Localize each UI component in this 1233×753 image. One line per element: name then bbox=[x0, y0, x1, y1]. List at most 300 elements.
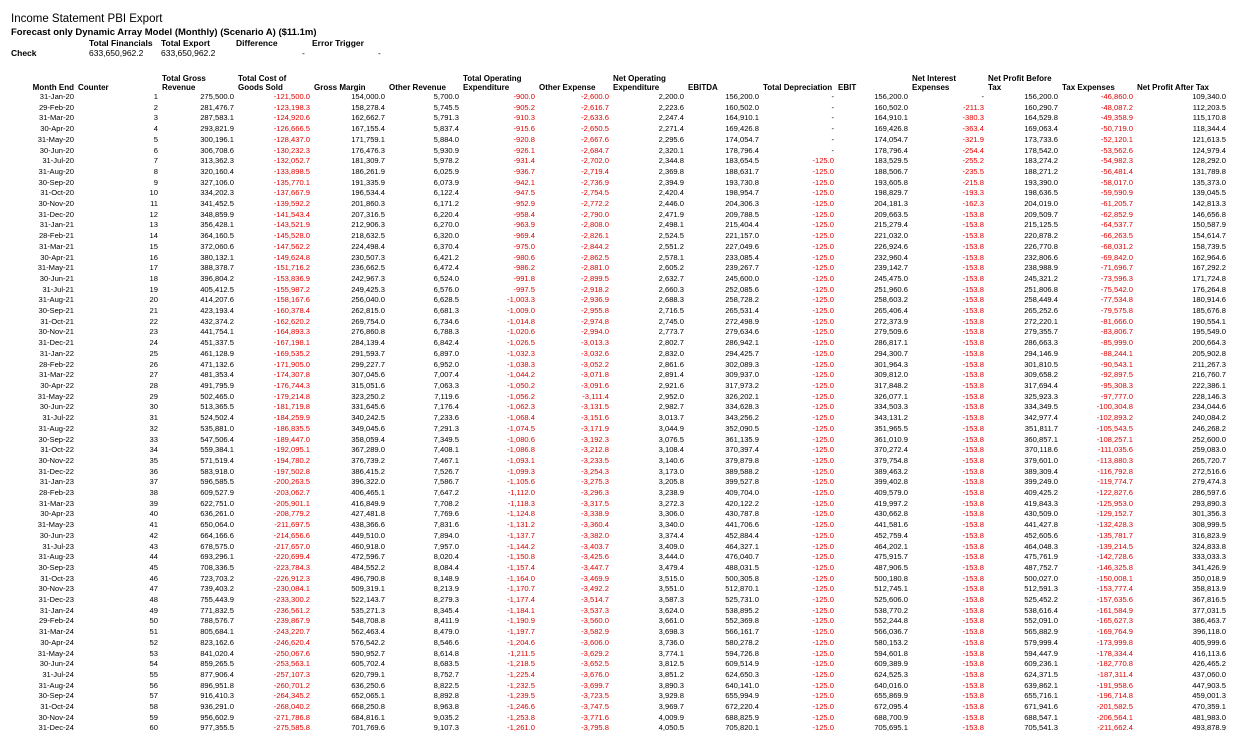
table-cell: 8,683.5 bbox=[433, 659, 459, 669]
table-cell: -125,953.0 bbox=[1096, 498, 1133, 508]
table-cell: 35 bbox=[149, 455, 158, 465]
table-cell: 334,503.3 bbox=[874, 402, 908, 412]
table-cell: 7,894.0 bbox=[433, 530, 459, 540]
table-cell: 31-Jan-20 bbox=[39, 92, 74, 101]
table-cell: 8,892.8 bbox=[433, 691, 459, 701]
table-cell: 2,861.6 bbox=[658, 359, 684, 369]
table-cell: -991.8 bbox=[513, 273, 535, 283]
table-cell: -1,157.4 bbox=[507, 562, 535, 572]
table-cell: -153.8 bbox=[962, 552, 984, 562]
page-title: Income Statement PBI Export bbox=[11, 13, 163, 25]
table-cell: 620,799.1 bbox=[351, 669, 385, 679]
table-cell: 39 bbox=[149, 498, 158, 508]
table-cell: 31-May-20 bbox=[37, 134, 74, 144]
table-cell: -187,311.4 bbox=[1097, 669, 1133, 679]
table-cell: 60 bbox=[149, 723, 158, 733]
table-cell: 459,001.3 bbox=[1192, 691, 1226, 701]
table-cell: -125.0 bbox=[812, 455, 834, 465]
table-cell: 841,020.4 bbox=[200, 648, 234, 658]
table-cell: -1,124.8 bbox=[507, 509, 535, 519]
table-cell: 399,402.8 bbox=[874, 477, 908, 487]
table-cell: 178,542.0 bbox=[1024, 145, 1058, 155]
table-cell: 57 bbox=[149, 691, 158, 701]
table-cell: -952.9 bbox=[513, 199, 535, 209]
table-cell: 936,291.0 bbox=[200, 702, 234, 712]
table-cell: -1,038.3 bbox=[507, 359, 535, 369]
table-cell: -125.0 bbox=[812, 605, 834, 615]
table-cell: 452,605.6 bbox=[1024, 530, 1058, 540]
table-cell: 294,425.7 bbox=[725, 348, 759, 358]
table-cell: 30-Apr-22 bbox=[40, 380, 74, 390]
table-cell: 3,551.0 bbox=[658, 584, 684, 594]
table-cell: 2,200.0 bbox=[658, 92, 684, 101]
table-cell: 423,193.4 bbox=[200, 306, 234, 316]
table-cell: -947.5 bbox=[513, 188, 535, 198]
table-cell: 2,632.7 bbox=[658, 273, 684, 283]
table-cell: 30-Sep-20 bbox=[38, 177, 74, 187]
table-cell: 317,848.2 bbox=[874, 380, 908, 390]
table-cell: 464,327.1 bbox=[725, 541, 759, 551]
table-cell: 664,166.6 bbox=[200, 530, 234, 540]
table-cell: 42 bbox=[149, 530, 158, 540]
table-row bbox=[6, 488, 1228, 499]
table-cell: 20 bbox=[149, 295, 158, 305]
table-cell: 2,688.3 bbox=[658, 295, 684, 305]
table-cell: 688,825.9 bbox=[725, 712, 759, 722]
table-cell: -64,537.7 bbox=[1100, 220, 1133, 230]
table-cell: 334,628.3 bbox=[725, 402, 759, 412]
table-cell: -153.8 bbox=[962, 263, 984, 273]
table-cell: -3,212.8 bbox=[581, 445, 609, 455]
table-cell: 309,937.0 bbox=[725, 370, 759, 380]
table-cell: 30-Nov-23 bbox=[38, 584, 74, 594]
table-cell: 19 bbox=[149, 284, 158, 294]
table-cell: 464,048.3 bbox=[1024, 541, 1058, 551]
table-cell: -931.4 bbox=[513, 156, 535, 166]
table-cell: -3,425.6 bbox=[581, 552, 609, 562]
table-cell: 215,279.4 bbox=[874, 220, 908, 230]
table-cell: 28-Feb-22 bbox=[38, 359, 74, 369]
table-cell: -151,716.2 bbox=[273, 263, 310, 273]
table-cell: 30-Jun-22 bbox=[39, 402, 74, 412]
table-cell: -2,702.0 bbox=[581, 156, 609, 166]
table-cell: 185,676.8 bbox=[1192, 306, 1226, 316]
table-cell: 193,730.8 bbox=[725, 177, 759, 187]
table-cell: 622,751.0 bbox=[200, 498, 234, 508]
table-cell: -194,780.2 bbox=[273, 455, 310, 465]
table-cell: 2,982.7 bbox=[658, 402, 684, 412]
table-row bbox=[6, 146, 1228, 157]
table-cell: 364,160.5 bbox=[200, 231, 234, 241]
table-cell: -85,999.0 bbox=[1100, 338, 1133, 348]
table-cell: 154,000.0 bbox=[351, 92, 385, 101]
table-cell: 259,083.0 bbox=[1192, 445, 1226, 455]
table-cell: 367,289.0 bbox=[351, 445, 385, 455]
table-cell: 3,374.4 bbox=[658, 530, 684, 540]
table-cell: -153.8 bbox=[962, 637, 984, 647]
table-cell: 7,291.3 bbox=[433, 423, 459, 433]
table-cell: 7,647.2 bbox=[433, 488, 459, 498]
table-cell: 360,857.1 bbox=[1024, 434, 1058, 444]
table-cell: -171,905.0 bbox=[273, 359, 310, 369]
table-cell: -235.5 bbox=[962, 166, 984, 176]
table-cell: -153.8 bbox=[962, 584, 984, 594]
table-cell: 331,645.6 bbox=[351, 402, 385, 412]
table-cell: 306,708.6 bbox=[200, 145, 234, 155]
table-cell: 488,031.5 bbox=[725, 562, 759, 572]
table-cell: -3,771.6 bbox=[581, 712, 609, 722]
table-cell: -191,958.6 bbox=[1096, 680, 1133, 690]
table-cell: -153.8 bbox=[962, 530, 984, 540]
table-cell: -125.0 bbox=[812, 209, 834, 219]
table-cell: 688,700.9 bbox=[874, 712, 908, 722]
table-cell: -139,592.2 bbox=[273, 199, 310, 209]
table-cell: 430,787.8 bbox=[725, 509, 759, 519]
table-cell: 200,664.3 bbox=[1192, 338, 1226, 348]
table-cell: 205,902.8 bbox=[1192, 348, 1226, 358]
table-cell: 538,616.4 bbox=[1024, 605, 1058, 615]
table-cell: 8 bbox=[153, 166, 158, 176]
table-row bbox=[6, 231, 1228, 242]
table-row bbox=[6, 649, 1228, 660]
table-cell: 859,265.5 bbox=[200, 659, 234, 669]
table-cell: 6,952.0 bbox=[433, 359, 459, 369]
table-cell: 405,412.5 bbox=[200, 284, 234, 294]
table-cell: -211,697.5 bbox=[274, 520, 310, 530]
table-cell: 55 bbox=[149, 669, 158, 679]
table-cell: 31-Dec-23 bbox=[38, 595, 74, 605]
table-cell: 31-Mar-20 bbox=[38, 113, 74, 123]
table-cell: -69,842.0 bbox=[1100, 252, 1133, 262]
table-cell: -153.8 bbox=[962, 413, 984, 423]
table-cell: 8,213.9 bbox=[433, 584, 459, 594]
table-cell: 169,426.8 bbox=[725, 124, 759, 134]
table-cell: -1,050.2 bbox=[507, 380, 535, 390]
table-cell: 320,160.4 bbox=[200, 166, 234, 176]
table-cell: -125.0 bbox=[812, 413, 834, 423]
table-row bbox=[6, 263, 1228, 274]
table-cell: 156,200.0 bbox=[725, 92, 759, 101]
table-cell: -146,325.8 bbox=[1096, 562, 1133, 572]
table-cell: -1,232.5 bbox=[507, 680, 535, 690]
table-cell: 6,370.4 bbox=[433, 241, 459, 251]
table-cell: 109,340.0 bbox=[1192, 92, 1226, 101]
table-cell: 58 bbox=[149, 702, 158, 712]
table-cell: -125.0 bbox=[812, 702, 834, 712]
table-cell: 51 bbox=[149, 627, 158, 637]
table-cell: -2,719.4 bbox=[581, 166, 609, 176]
table-cell: -137,667.9 bbox=[273, 188, 310, 198]
table-cell: -211.3 bbox=[963, 102, 984, 112]
table-cell: 609,236.1 bbox=[1024, 659, 1058, 669]
table-cell: -900.0 bbox=[513, 92, 535, 101]
table-cell: 31-Dec-22 bbox=[38, 466, 74, 476]
table-cell: -182,770.8 bbox=[1096, 659, 1133, 669]
table-cell: -2,667.6 bbox=[581, 134, 609, 144]
table-cell: -125.0 bbox=[812, 520, 834, 530]
table-cell: 3,851.2 bbox=[658, 669, 684, 679]
table-cell: -2,918.2 bbox=[581, 284, 609, 294]
table-cell: 2,891.4 bbox=[658, 370, 684, 380]
table-row bbox=[6, 691, 1228, 702]
table-cell: 272,516.6 bbox=[1192, 466, 1226, 476]
table-cell: 525,606.0 bbox=[874, 595, 908, 605]
table-cell: 565,882.9 bbox=[1024, 627, 1058, 637]
table-cell: 272,373.9 bbox=[874, 316, 908, 326]
table-row bbox=[6, 659, 1228, 670]
table-cell: -2,994.0 bbox=[581, 327, 609, 337]
table-cell: -243,220.7 bbox=[273, 627, 310, 637]
table-cell: 441,754.1 bbox=[200, 327, 234, 337]
table-cell: 500,027.0 bbox=[1024, 573, 1058, 583]
table-cell: 571,519.4 bbox=[200, 455, 234, 465]
table-cell: 30-Sep-22 bbox=[38, 434, 74, 444]
table-row bbox=[6, 606, 1228, 617]
table-cell: 388,378.7 bbox=[200, 263, 234, 273]
table-cell: 309,658.2 bbox=[1024, 370, 1058, 380]
table-cell: -153.8 bbox=[962, 498, 984, 508]
table-cell: -275,585.8 bbox=[273, 723, 310, 733]
table-cell: 31-Jan-23 bbox=[39, 477, 74, 487]
table-cell: -153.8 bbox=[962, 359, 984, 369]
table-cell: 7,586.7 bbox=[433, 477, 459, 487]
table-cell: 2,498.1 bbox=[658, 220, 684, 230]
table-cell: 475,915.7 bbox=[874, 552, 908, 562]
table-cell: -125.0 bbox=[812, 220, 834, 230]
table-cell: 484,552.2 bbox=[351, 562, 385, 572]
table-cell: 221,032.0 bbox=[874, 231, 908, 241]
table-cell: -2,600.0 bbox=[581, 92, 609, 101]
table-cell: - bbox=[831, 92, 834, 101]
table-cell: 164,910.1 bbox=[874, 113, 908, 123]
table-cell: 222,386.1 bbox=[1192, 380, 1226, 390]
table-cell: -157,635.6 bbox=[1096, 595, 1133, 605]
table-cell: 399,527.8 bbox=[725, 477, 759, 487]
table-cell: 299,227.7 bbox=[351, 359, 385, 369]
table-cell: -133,898.5 bbox=[273, 166, 310, 176]
table-cell: 30-Apr-20 bbox=[40, 124, 74, 134]
table-cell: 31-May-22 bbox=[37, 391, 74, 401]
table-cell: -3,514.7 bbox=[581, 595, 609, 605]
table-cell: 3,698.3 bbox=[658, 627, 684, 637]
table-row bbox=[6, 349, 1228, 360]
table-cell: 487,906.5 bbox=[874, 562, 908, 572]
table-cell: 1 bbox=[153, 92, 158, 101]
table-cell: 33 bbox=[149, 434, 158, 444]
table-cell: -2,633.6 bbox=[581, 113, 609, 123]
table-cell: -215.8 bbox=[962, 177, 984, 187]
table-cell: 2,420.4 bbox=[658, 188, 684, 198]
table-cell: -1,026.5 bbox=[507, 338, 535, 348]
table-cell: -910.3 bbox=[513, 113, 535, 123]
table-cell: 405,999.6 bbox=[1192, 637, 1226, 647]
table-cell: 2,578.1 bbox=[658, 252, 684, 262]
table-cell: 609,527.9 bbox=[200, 488, 234, 498]
table-cell: -128,437.0 bbox=[273, 134, 310, 144]
table-cell: 5,791.3 bbox=[433, 113, 459, 123]
table-cell: -153.8 bbox=[962, 220, 984, 230]
table-cell: -125.0 bbox=[812, 445, 834, 455]
table-cell: -125.0 bbox=[812, 177, 834, 187]
table-cell: -380.3 bbox=[962, 113, 984, 123]
table-cell: 500,180.8 bbox=[874, 573, 908, 583]
table-cell: 29-Feb-20 bbox=[38, 102, 74, 112]
table-cell: -92,897.5 bbox=[1100, 370, 1133, 380]
table-cell: 348,859.9 bbox=[200, 209, 234, 219]
table-cell: 249,425.3 bbox=[351, 284, 385, 294]
table-cell: -2,790.0 bbox=[581, 209, 609, 219]
table-cell: 228,146.3 bbox=[1192, 391, 1226, 401]
table-cell: 7,063.3 bbox=[433, 380, 459, 390]
table-cell: -53,562.6 bbox=[1100, 145, 1133, 155]
table-cell: -184,259.9 bbox=[273, 413, 310, 423]
table-cell: 449,510.0 bbox=[351, 530, 385, 540]
table-cell: 6,472.4 bbox=[433, 263, 459, 273]
table-cell: -61,205.7 bbox=[1100, 199, 1133, 209]
table-cell: 201,860.3 bbox=[351, 199, 385, 209]
table-cell: 2,716.5 bbox=[658, 306, 684, 316]
table-cell: -230,084.1 bbox=[273, 584, 310, 594]
table-cell: 221,157.0 bbox=[725, 231, 759, 241]
table-cell: 684,816.1 bbox=[351, 712, 385, 722]
table-cell: 272,498.9 bbox=[725, 316, 759, 326]
table-cell: 232,960.4 bbox=[874, 252, 908, 262]
table-cell: - bbox=[831, 134, 834, 144]
table-cell: -3,403.7 bbox=[581, 541, 609, 551]
table-row bbox=[6, 242, 1228, 253]
table-cell: 409,425.2 bbox=[1024, 488, 1058, 498]
table-cell: 583,918.0 bbox=[200, 466, 234, 476]
table-cell: -196,714.8 bbox=[1096, 691, 1133, 701]
table-cell: 7,708.2 bbox=[433, 498, 459, 508]
table-cell: 31-Aug-21 bbox=[38, 295, 74, 305]
table-cell: -3,151.6 bbox=[581, 413, 609, 423]
table-cell: 262,815.0 bbox=[351, 306, 385, 316]
table-cell: -153.8 bbox=[962, 669, 984, 679]
table-cell: 470,359.1 bbox=[1192, 702, 1226, 712]
table-cell: -226,912.3 bbox=[273, 573, 310, 583]
check-difference: - bbox=[302, 48, 305, 58]
table-cell: 236,662.5 bbox=[351, 263, 385, 273]
table-cell: 31-Oct-24 bbox=[40, 702, 74, 712]
table-cell: 12 bbox=[149, 209, 158, 219]
table-cell: 447,903.5 bbox=[1192, 680, 1226, 690]
table-cell: -125.0 bbox=[812, 648, 834, 658]
table-cell: 31-Mar-22 bbox=[38, 370, 74, 380]
table-cell: -153.8 bbox=[962, 702, 984, 712]
table-cell: -126,666.5 bbox=[273, 124, 310, 134]
table-cell: 352,090.5 bbox=[725, 423, 759, 433]
table-row bbox=[6, 520, 1228, 531]
check-total-financials: 633,650,962.2 bbox=[89, 48, 144, 58]
table-cell: 29 bbox=[149, 391, 158, 401]
table-cell: 639,862.1 bbox=[1024, 680, 1058, 690]
table-cell: 361,135.9 bbox=[725, 434, 759, 444]
table-row bbox=[6, 435, 1228, 446]
table-cell: 419,843.3 bbox=[1024, 498, 1058, 508]
table-cell: 386,415.2 bbox=[351, 466, 385, 476]
table-cell: 6 bbox=[153, 145, 158, 155]
table-cell: 245,475.0 bbox=[874, 273, 908, 283]
table-cell: -2,936.9 bbox=[581, 295, 609, 305]
table-cell: 2,921.6 bbox=[658, 380, 684, 390]
table-cell: -1,118.3 bbox=[507, 498, 535, 508]
table-cell: 9 bbox=[153, 177, 158, 187]
table-cell: -100,304.8 bbox=[1096, 402, 1133, 412]
table-cell: 7,769.6 bbox=[433, 509, 459, 519]
table-cell: 432,374.2 bbox=[200, 316, 234, 326]
table-cell: 739,403.2 bbox=[200, 584, 234, 594]
table-row bbox=[6, 499, 1228, 510]
table-cell: 13 bbox=[149, 220, 158, 230]
table-cell: -125.0 bbox=[812, 391, 834, 401]
table-cell: 31-Oct-22 bbox=[40, 445, 74, 455]
table-cell: 513,365.5 bbox=[200, 402, 234, 412]
table-cell: 323,250.2 bbox=[351, 391, 385, 401]
table-cell: -62,852.9 bbox=[1100, 209, 1133, 219]
table-cell: 232,806.6 bbox=[1024, 252, 1058, 262]
table-cell: -169,764.9 bbox=[1096, 627, 1133, 637]
table-cell: -1,137.7 bbox=[507, 530, 535, 540]
table-cell: 805,684.1 bbox=[200, 627, 234, 637]
table-cell: 150,587.9 bbox=[1192, 220, 1226, 230]
table-cell: -81,666.0 bbox=[1100, 316, 1133, 326]
table-cell: 124,979.4 bbox=[1192, 145, 1226, 155]
table-cell: 6,524.0 bbox=[433, 273, 459, 283]
table-cell: 171,759.1 bbox=[351, 134, 385, 144]
table-cell: 31-Aug-20 bbox=[38, 166, 74, 176]
table-cell: 708,336.5 bbox=[200, 562, 234, 572]
table-cell: -3,469.9 bbox=[581, 573, 609, 583]
table-cell: 441,706.6 bbox=[725, 520, 759, 530]
table-cell: 496,790.8 bbox=[351, 573, 385, 583]
table-cell: 15 bbox=[149, 241, 158, 251]
table-cell: 31-May-23 bbox=[37, 520, 74, 530]
table-cell: -3,111.4 bbox=[582, 391, 609, 401]
table-cell: -79,575.8 bbox=[1100, 306, 1133, 316]
table-cell: 30-Nov-22 bbox=[38, 455, 74, 465]
table-cell: 481,983.0 bbox=[1192, 712, 1226, 722]
table-cell: -2,899.5 bbox=[581, 273, 609, 283]
table-cell: -3,676.0 bbox=[581, 669, 609, 679]
table-cell: -125.0 bbox=[812, 273, 834, 283]
table-cell: 349,045.6 bbox=[351, 423, 385, 433]
table-cell: 2,524.5 bbox=[658, 231, 684, 241]
table-cell: 198,954.7 bbox=[725, 188, 759, 198]
table-cell: -116,792.8 bbox=[1097, 466, 1133, 476]
table-cell: 6,628.5 bbox=[433, 295, 459, 305]
table-cell: 162,964.6 bbox=[1192, 252, 1226, 262]
table-cell: -179,214.8 bbox=[273, 391, 310, 401]
table-cell: - bbox=[831, 145, 834, 155]
table-cell: -125.0 bbox=[812, 316, 834, 326]
table-cell: -153.8 bbox=[962, 712, 984, 722]
table-cell: -125.0 bbox=[812, 477, 834, 487]
table-cell: 2,471.9 bbox=[658, 209, 684, 219]
table-cell: -125.0 bbox=[812, 241, 834, 251]
table-cell: 7,233.6 bbox=[433, 413, 459, 423]
table-cell: 275,500.0 bbox=[200, 92, 234, 101]
table-cell: -125.0 bbox=[812, 723, 834, 733]
table-cell: -3,275.3 bbox=[581, 477, 609, 487]
table-row bbox=[6, 92, 1228, 103]
table-cell: -153.8 bbox=[962, 423, 984, 433]
table-cell: 37 bbox=[149, 477, 158, 487]
table-cell: -997.5 bbox=[513, 284, 535, 294]
table-cell: 5,978.2 bbox=[433, 156, 459, 166]
table-cell: -125.0 bbox=[812, 562, 834, 572]
table-cell: 53 bbox=[149, 648, 158, 658]
